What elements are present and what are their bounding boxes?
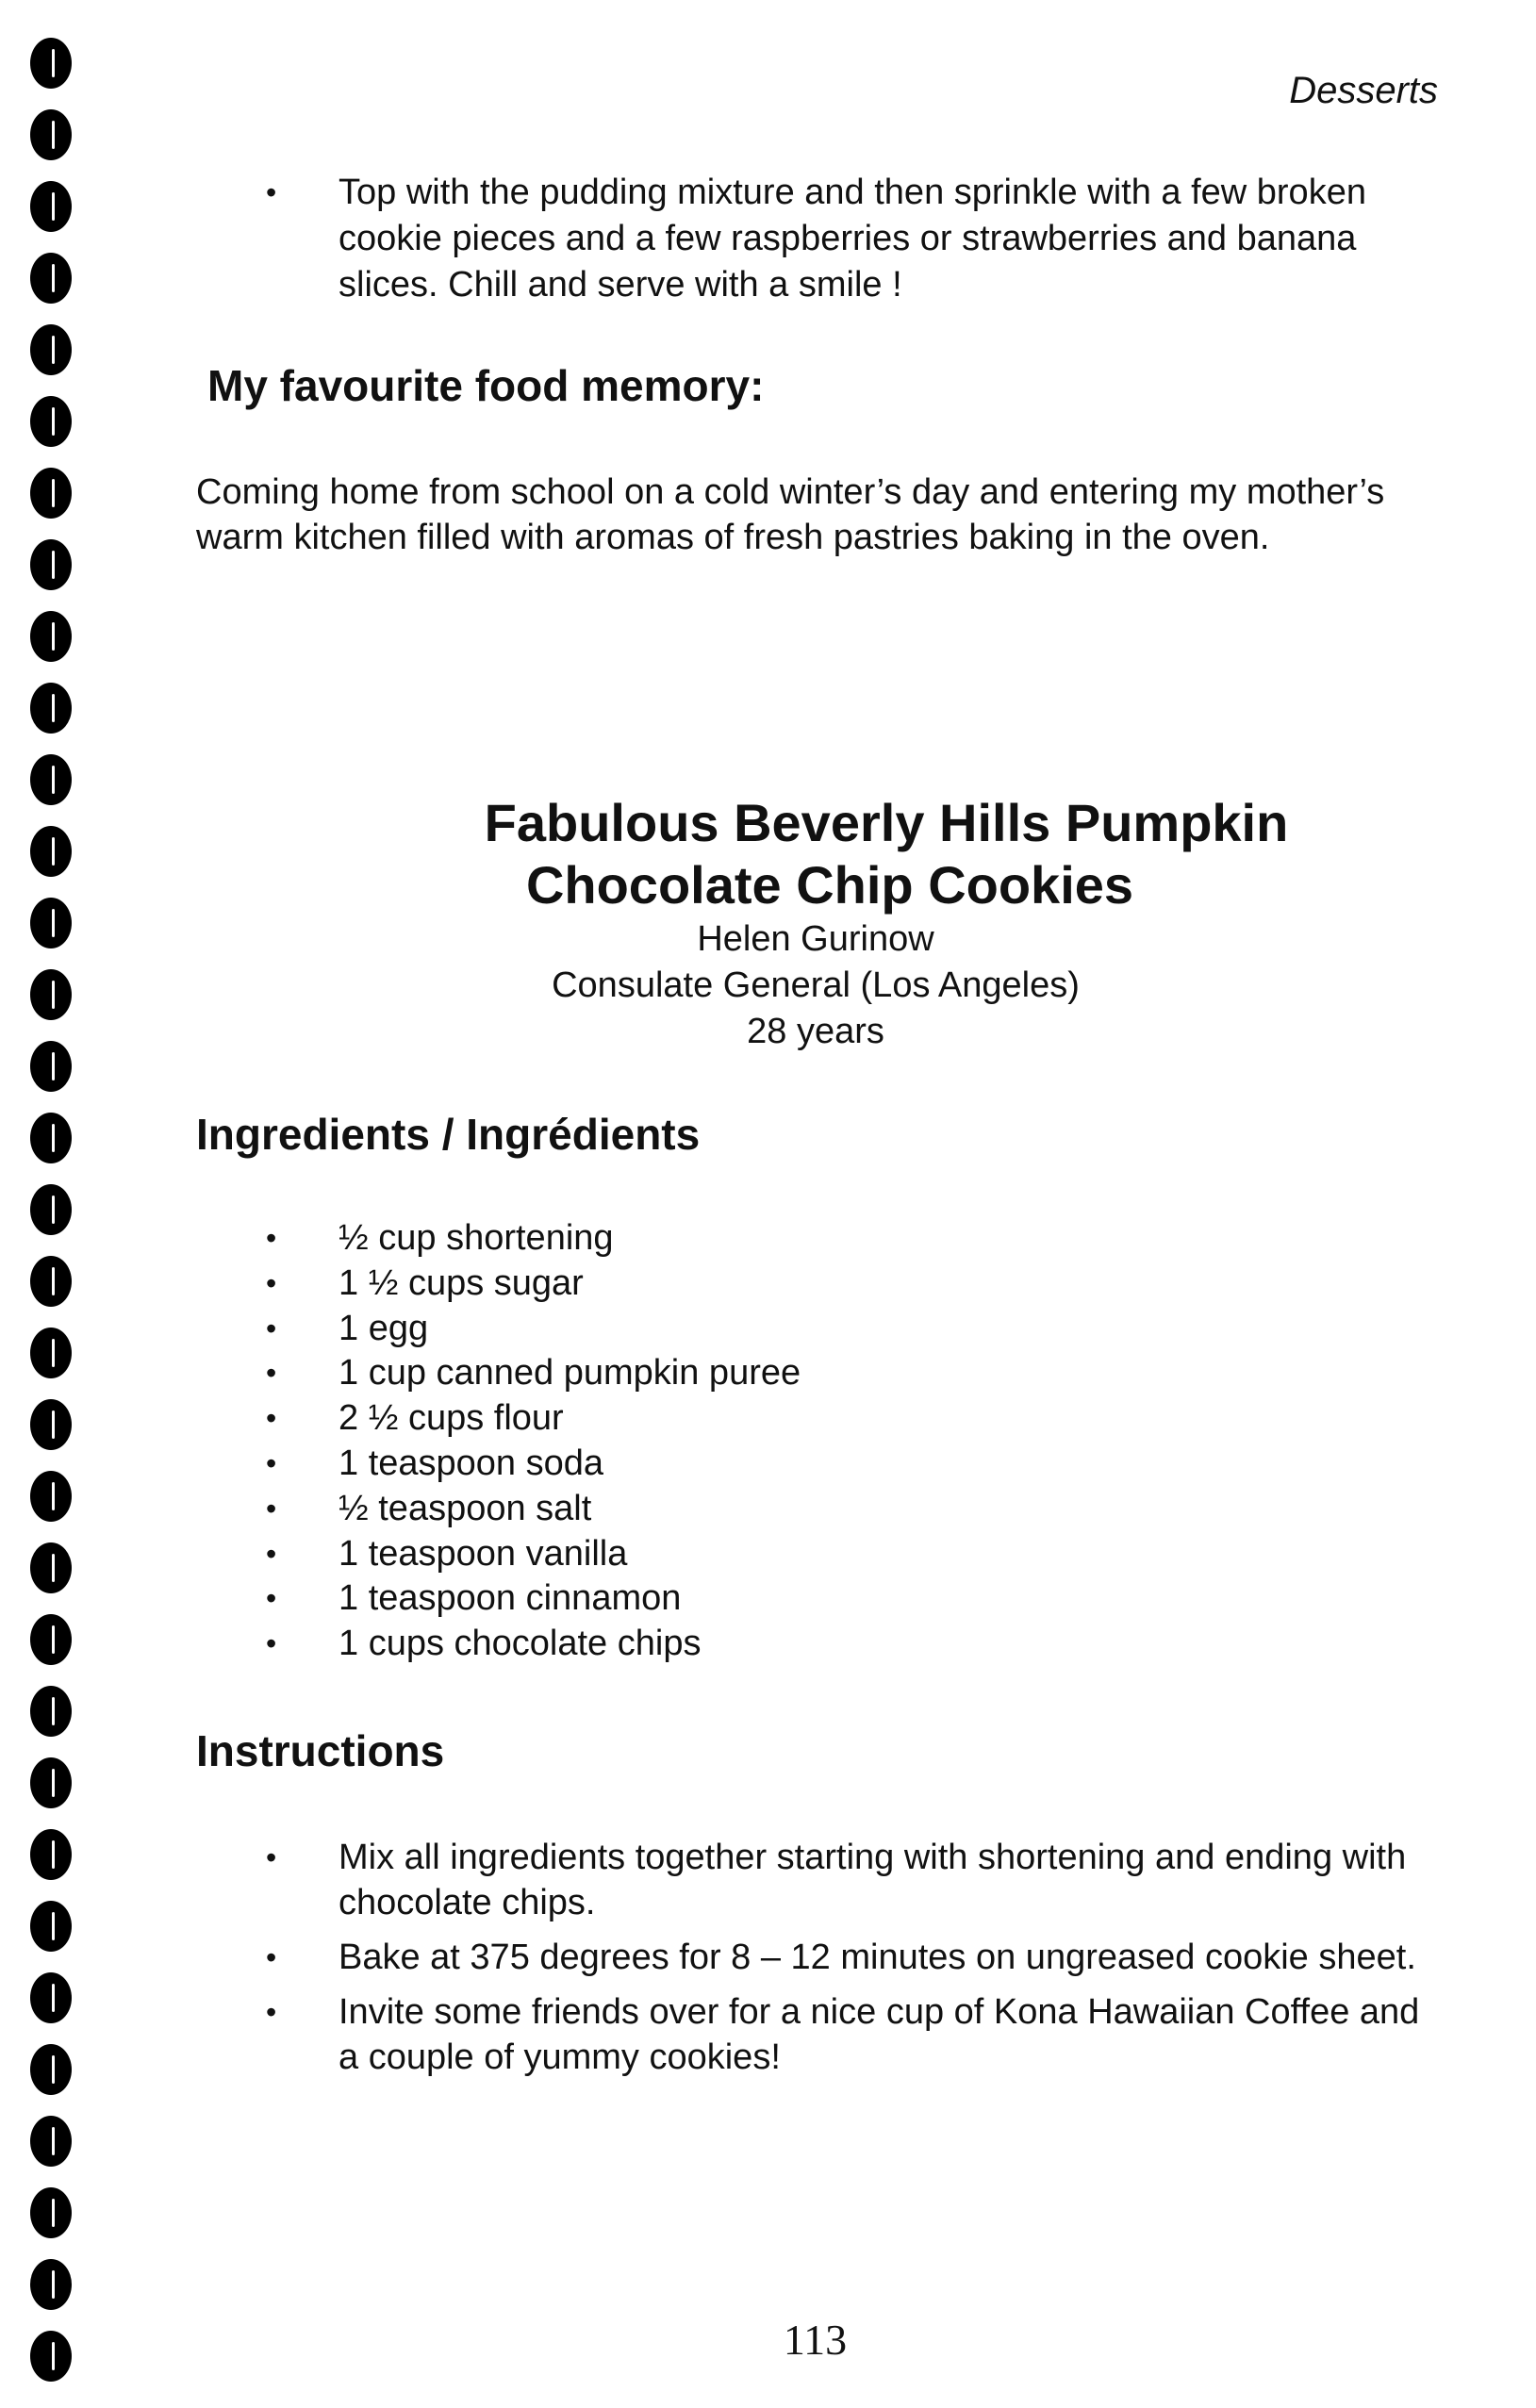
ingredient-item: • ½ cup shortening: [266, 1216, 1303, 1262]
recipe-years: 28 years: [747, 1012, 884, 1051]
binding-hole: [30, 611, 72, 662]
binding-hole: [30, 1686, 72, 1737]
instructions-list: [266, 1835, 1435, 2080]
binding-hole: [30, 754, 72, 805]
ingredient-item: • 1 ½ cups sugar: [266, 1262, 1303, 1307]
ingredients-heading: Ingredients / Ingrédients: [196, 1110, 701, 1159]
page-number: 113: [783, 2316, 848, 2364]
binding-hole: [30, 1041, 72, 1092]
binding-hole: [30, 1757, 72, 1808]
binding-hole: [30, 38, 72, 89]
memory-heading: My favourite food memory:: [207, 361, 765, 410]
recipe-title-line-1: Fabulous Beverly Hills Pumpkin: [484, 793, 1289, 852]
binding-hole: [30, 1542, 72, 1593]
binding-hole: [30, 826, 72, 877]
binding-hole: [30, 2187, 72, 2238]
top-bullet-list: [266, 170, 1435, 308]
ingredient-item: • 1 teaspoon vanilla: [266, 1532, 1303, 1577]
binding-hole: [30, 969, 72, 1020]
ingredient-item: • 2 ½ cups flour: [266, 1396, 1303, 1442]
binding-hole: [30, 898, 72, 948]
binding-hole: [30, 181, 72, 232]
binding-hole: [30, 1256, 72, 1307]
ingredient-item: • 1 teaspoon cinnamon: [266, 1576, 1303, 1622]
binding-hole: [30, 539, 72, 590]
binding-hole: [30, 1972, 72, 2023]
binding-hole: [30, 1113, 72, 1163]
binding-hole: [30, 2116, 72, 2167]
binding-hole: [30, 2259, 72, 2310]
binding-hole: [30, 324, 72, 375]
ingredients-list: [266, 1216, 1303, 1667]
section-header: Desserts: [1289, 70, 1438, 111]
instruction-step: • Invite some friends over for a nice cup of Kona Hawaiian Coffee and a couple of yummy cookies!: [266, 1989, 1435, 2080]
binding-hole: [30, 109, 72, 160]
recipe-title-line-2: Chocolate Chip Cookies: [525, 855, 1134, 915]
ingredient-item: • 1 cup canned pumpkin puree: [266, 1351, 1303, 1396]
ingredient-item: • 1 cups chocolate chips: [266, 1622, 1303, 1667]
binding-hole: [30, 396, 72, 447]
binding-hole: [30, 1399, 72, 1450]
ingredient-item: • 1 egg: [266, 1307, 1303, 1352]
binding-hole: [30, 1328, 72, 1378]
list-item: • Top with the pudding mixture and then sprinkle with a few broken cookie pieces and a few raspberries or strawberries and banana slices. Chill and serve with a smile !: [266, 170, 1435, 308]
binding-hole: [30, 1184, 72, 1235]
binding-hole: [30, 1471, 72, 1522]
recipe-office: Consulate General (Los Angeles): [552, 965, 1080, 1005]
binding-hole: [30, 683, 72, 734]
binding-hole: [30, 2044, 72, 2095]
ingredient-item: • 1 teaspoon soda: [266, 1442, 1303, 1487]
instructions-heading: Instructions: [196, 1726, 445, 1775]
ingredient-item: • ½ teaspoon salt: [266, 1487, 1303, 1532]
binding-hole: [30, 1829, 72, 1880]
binding-hole: [30, 468, 72, 519]
binding-hole: [30, 1901, 72, 1952]
spiral-binding: [17, 38, 74, 2395]
memory-text: Coming home from school on a cold winter’s day and entering my mother’s warm kitchen filled with aromas of fresh pastries baking in the oven.: [196, 472, 1385, 557]
binding-hole: [30, 1614, 72, 1665]
instruction-step: • Mix all ingredients together starting with shortening and ending with chocolate chips.: [266, 1835, 1435, 1925]
instruction-step: • Bake at 375 degrees for 8 – 12 minutes on ungreased cookie sheet.: [266, 1935, 1435, 1980]
recipe-author: Helen Gurinow: [697, 919, 934, 959]
binding-hole: [30, 253, 72, 304]
